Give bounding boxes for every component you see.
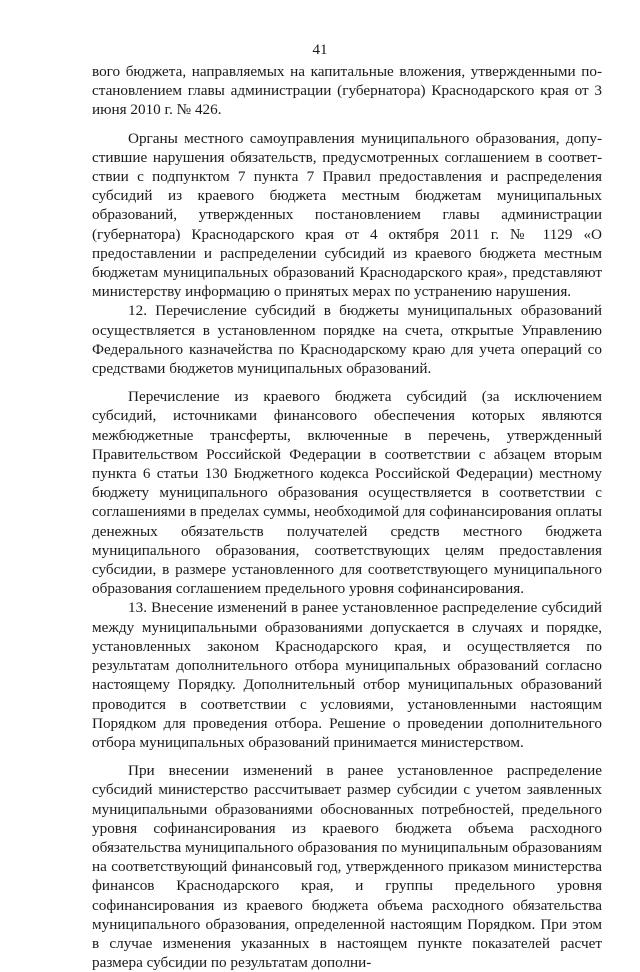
paragraph-local-authorities: Органы местного самоуправления муниципального образования, допустившие нарушения обязательств, предусмотренных соглашением в соответствии с подпунктом 7 пункта 7 Правил предоставления и распределения субсидий из краевого бюджета местным бюджетам муниципальных образований, утвержденных постановлением главы администрации (губернатора) Краснодарского края от 4 октября 2011 г. № 1129 «О предоставлении и распределении субсидий из краевого бюджета местным бюджетам муниципальных образований Краснодарского края», представляют министерству информацию о принятых мерах по устранению нарушения. — [92, 129, 602, 301]
document-body — [92, 62, 602, 972]
paragraph-item-12: 12. Перечисление субсидий в бюджеты муниципальных образований осуществляется в установленном порядке на счета, открытые Управлению Федерального казначейства по Краснодарскому краю для учета операций со средствами бюджетов муниципальных образований. — [92, 302, 602, 378]
paragraph-distribution-changes: При внесении изменений в ранее установленное распределение субсидий министерство рассчитывает размер субсидии с учетом заявленных муниципальными образованиями обоснованных потребностей, предельного уровня софинансирования из краевого бюджета объема расходного обязательства муниципального образования по муниципальным образованиям на соответствующий финансовый год, утвержденного приказом министерства финансов Краснодарского края, и группы предельного уровня софинансирования из краевого бюджета объема расходного обязательства муниципального образования, определенной настоящим Порядком. При этом в случае изменения указанных в настоящем пункте показателей расчет размера субсидии по результатам дополни- — [92, 762, 602, 972]
page-number: 41 — [312, 42, 328, 58]
paragraph-continuation: вого бюджета, направляемых на капитальные вложения, утвержденными постановлением главы администрации (губернатора) Краснодарского края от 3 июня 2010 г. № 426. — [92, 63, 602, 119]
paragraph-subsidy-transfer: Перечисление из краевого бюджета субсидий (за исключением субсидий, источниками финансового обеспечения которых являются межбюджетные трансферты, включенные в перечень, утвержденный Правительством Российской Федерации в соответствии с абзацем вторым пункта 6 статьи 130 Бюджетного кодекса Российской Федерации) местному бюджету муниципального образования осуществляется в соответствии с соглашениями в пределах суммы, необходимой для софинансирования оплаты денежных обязательств получателей средств местного бюджета муниципального образования, соответствующих целям предоставления субсидии, в размере установленного для соответствующего муниципального образования соглашением предельного уровня софинансирования. — [92, 388, 602, 598]
paragraph-item-13: 13. Внесение изменений в ранее установленное распределение субсидий между муниципальными образованиями допускается в случаях и порядке, установленных законом Краснодарского края, и осуществляется по результатам дополнительного отбора муниципальных образований согласно настоящему Порядку. Дополнительный отбор муниципальных образований проводится в соответствии с условиями, установленными настоящим Порядком для проведения отбора. Решение о проведении дополнительного отбора муниципальных образований принимается министерством. — [92, 599, 602, 751]
